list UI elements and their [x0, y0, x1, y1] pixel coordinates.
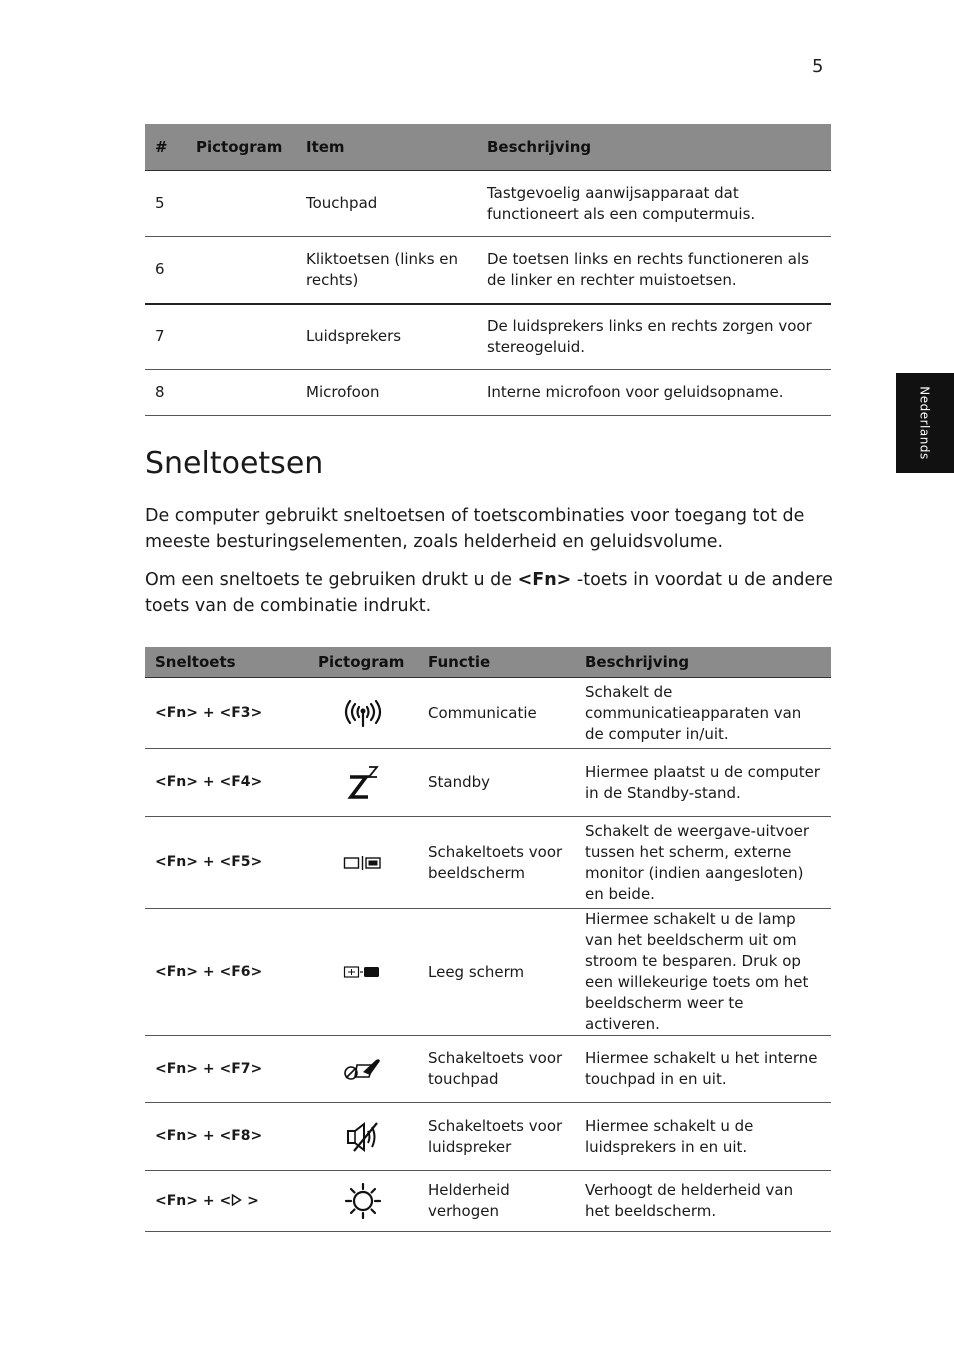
touchpad-toggle-icon: [343, 1056, 383, 1082]
header-description: Beschrijving: [477, 124, 831, 171]
language-side-tab: [896, 373, 954, 473]
hotkey-combo: <Fn> + <F8>: [145, 1103, 308, 1171]
row-pictogram: [186, 304, 296, 370]
pictogram-cell: [308, 678, 418, 749]
hotkey-combo: <Fn> + <F4>: [145, 749, 308, 817]
header-pictogram: Pictogram: [308, 647, 418, 678]
parts-table-header: [145, 124, 831, 171]
intro-paragraph: De computer gebruikt sneltoetsen of toetscombinaties voor toegang tot de meeste besturingselementen, zoals helderheid en geluidsvolume.: [145, 506, 805, 552]
row-description: Interne microfoon voor geluidsopname.: [477, 370, 831, 416]
pictogram-cell: [308, 1103, 418, 1171]
hotkey-function: Schakeltoets voor beeldscherm: [418, 817, 575, 909]
header-number: #: [145, 124, 186, 171]
row-number: 5: [145, 171, 186, 237]
hotkey-description: Hiermee schakelt u de luidsprekers in en uit.: [575, 1103, 831, 1171]
table-row: [145, 909, 831, 1036]
row-pictogram: [186, 237, 296, 304]
pictogram-cell: [308, 749, 418, 817]
table-row: [145, 1036, 831, 1103]
hotkeys-table: [145, 647, 831, 1232]
hotkey-description: Hiermee plaatst u de computer in de Standby-stand.: [575, 749, 831, 817]
hotkey-combo: <Fn> + <F7>: [145, 1036, 308, 1103]
row-item: Touchpad: [296, 171, 477, 237]
pictogram-cell: [308, 909, 418, 1036]
table-row: [145, 678, 831, 749]
parts-table: [145, 124, 831, 416]
hotkey-combo-prefix: <Fn> + <: [155, 1192, 232, 1209]
hotkey-description: Hiermee schakelt u de lamp van het beeldscherm uit om stroom te besparen. Druk op een willekeurige toets om het beeldscherm weer te activeren.: [575, 909, 831, 1036]
hotkey-function: Standby: [418, 749, 575, 817]
table-row: [145, 171, 831, 237]
row-pictogram: [186, 171, 296, 237]
hotkey-description: Schakelt de weergave-uitvoer tussen het scherm, externe monitor (indien aangesloten) en beide.: [575, 817, 831, 909]
header-item: Item: [296, 124, 477, 171]
hotkey-combo: <Fn> + <F3>: [145, 678, 308, 749]
right-arrow-key-icon: [231, 1194, 242, 1206]
header-description: Beschrijving: [575, 647, 831, 678]
header-pictogram: Pictogram: [186, 124, 296, 171]
hotkey-function: Schakeltoets voor touchpad: [418, 1036, 575, 1103]
hotkey-description: Schakelt de communicatieapparaten van de computer in/uit.: [575, 678, 831, 749]
hotkey-description: Hiermee schakelt u het interne touchpad in en uit.: [575, 1036, 831, 1103]
usage-text-after: -toets in voordat u de andere toets van de combinatie indrukt.: [145, 570, 833, 616]
fn-key-label: <Fn>: [517, 570, 572, 590]
screen-blank-icon: [343, 964, 383, 980]
brightness-up-icon: [343, 1182, 383, 1220]
language-side-tab-label: Nederlands: [918, 386, 932, 460]
hotkey-combo-suffix: >: [242, 1192, 259, 1209]
row-number: 7: [145, 304, 186, 370]
hotkey-description: Verhoogt de helderheid van het beeldscherm.: [575, 1171, 831, 1232]
hotkey-function: Schakeltoets voor luidspreker: [418, 1103, 575, 1171]
display-toggle-icon: [343, 855, 383, 871]
hotkey-combo: [145, 1171, 308, 1232]
row-number: 8: [145, 370, 186, 416]
table-row: [145, 370, 831, 416]
table-row: [145, 749, 831, 817]
row-item: Kliktoetsen (links en rechts): [296, 237, 477, 304]
row-number: 6: [145, 237, 186, 304]
page-number: 5: [812, 56, 824, 77]
hotkey-function: Communicatie: [418, 678, 575, 749]
header-hotkey: Sneltoets: [145, 647, 308, 678]
pictogram-cell: [308, 1036, 418, 1103]
usage-text-before: Om een sneltoets te gebruiken drukt u de: [145, 570, 518, 590]
pictogram-cell: [308, 817, 418, 909]
row-description: Tastgevoelig aanwijsapparaat dat functioneert als een computermuis.: [477, 171, 831, 237]
pictogram-cell: [308, 1171, 418, 1232]
table-row: [145, 237, 831, 304]
hotkey-combo: <Fn> + <F5>: [145, 817, 308, 909]
row-item: Luidsprekers: [296, 304, 477, 370]
speaker-mute-icon: [344, 1120, 382, 1154]
sleep-zz-icon: [346, 764, 380, 802]
table-row: [145, 304, 831, 370]
usage-paragraph: [145, 567, 835, 619]
hotkey-function: Helderheid verhogen: [418, 1171, 575, 1232]
row-item: Microfoon: [296, 370, 477, 416]
header-function: Functie: [418, 647, 575, 678]
row-pictogram: [186, 370, 296, 416]
table-row: [145, 1171, 831, 1232]
hotkey-function: Leeg scherm: [418, 909, 575, 1036]
hotkeys-table-header: [145, 647, 831, 678]
wireless-communication-icon: [343, 698, 383, 728]
row-description: De luidsprekers links en rechts zorgen voor stereogeluid.: [477, 304, 831, 370]
table-row: [145, 1103, 831, 1171]
section-title: Sneltoetsen: [145, 446, 324, 481]
table-row: [145, 817, 831, 909]
hotkey-combo: <Fn> + <F6>: [145, 909, 308, 1036]
row-description: De toetsen links en rechts functioneren als de linker en rechter muistoetsen.: [477, 237, 831, 304]
